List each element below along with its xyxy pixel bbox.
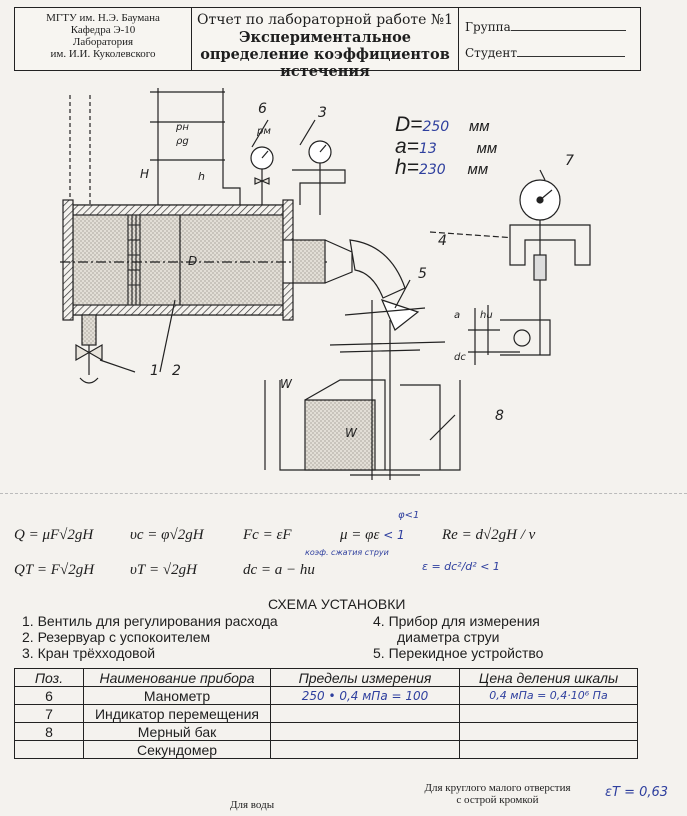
formula-qt: QТ = F√2gH bbox=[14, 562, 95, 578]
report-title: Отчет по лабораторной работе №1 bbox=[196, 12, 454, 28]
student-block bbox=[459, 8, 640, 70]
work-title: Экспериментальное определение коэффициентов истечения bbox=[200, 29, 450, 80]
col-limits: Пределы измерения bbox=[271, 669, 460, 687]
scheme-items-right bbox=[373, 613, 543, 661]
org-line: им. И.И. Куколевского bbox=[50, 48, 156, 60]
label-pn: pн bbox=[176, 122, 189, 133]
scheme-item: диаметра струи bbox=[397, 629, 500, 645]
cell-pos: 6 bbox=[15, 687, 84, 705]
cell-division[interactable] bbox=[460, 723, 638, 741]
cell-name: Манометр bbox=[84, 687, 271, 705]
scheme-item: 2. Резервуар с успокоителем bbox=[22, 629, 211, 645]
eps-t-value: εТ = 0,63 bbox=[605, 785, 669, 800]
orifice-note bbox=[410, 782, 585, 806]
water-note: Для воды bbox=[230, 799, 275, 811]
callout-6: 6 bbox=[258, 101, 267, 117]
title-block bbox=[14, 7, 641, 80]
label-dc: dc bbox=[454, 352, 466, 363]
param-h-label: h= bbox=[395, 156, 419, 179]
callout-2: 2 bbox=[172, 363, 181, 379]
formula-fc: Fс = εF bbox=[243, 527, 292, 543]
scheme-item: 3. Кран трёхходовой bbox=[22, 645, 156, 661]
instrument-table bbox=[14, 668, 638, 759]
label-D: D bbox=[188, 254, 198, 268]
formula-vc: υс = φ√2gH bbox=[130, 527, 204, 543]
student-field[interactable] bbox=[517, 44, 625, 57]
label-a: a bbox=[454, 310, 461, 321]
param-h-value: 230 bbox=[418, 162, 446, 178]
cell-division[interactable] bbox=[460, 741, 638, 759]
param-h bbox=[395, 156, 488, 180]
orifice-line-2: с острой кромкой bbox=[456, 794, 539, 806]
callout-3: 3 bbox=[318, 105, 327, 121]
param-D bbox=[395, 113, 490, 137]
page-fold bbox=[0, 493, 687, 494]
param-a-label: a= bbox=[395, 135, 419, 158]
col-division: Цена деления шкалы bbox=[460, 669, 638, 687]
formula-re: Re = d√2gH / ν bbox=[442, 527, 536, 543]
cell-limits[interactable] bbox=[271, 705, 460, 723]
org-line: МГТУ им. Н.Э. Баумана bbox=[46, 12, 160, 24]
callout-1: 1 bbox=[150, 363, 159, 379]
param-a-value: 13 bbox=[418, 141, 437, 157]
callout-5: 5 bbox=[418, 266, 427, 282]
label-hu: hu bbox=[480, 310, 493, 321]
installation-diagram bbox=[0, 75, 687, 495]
dc-note: коэф. сжатия струи bbox=[305, 548, 389, 557]
formula-mu-note: < 1 bbox=[379, 528, 405, 542]
cell-name: Мерный бак bbox=[84, 723, 271, 741]
callout-7: 7 bbox=[565, 153, 574, 169]
label-pm: pм bbox=[257, 126, 271, 137]
group-label: Группа bbox=[465, 20, 511, 34]
label-pg: ρg bbox=[176, 136, 189, 147]
eps-note: ε = dс²/d² < 1 bbox=[422, 560, 500, 573]
cell-division[interactable]: 0,4 мПа = 0,4·10⁶ Па bbox=[460, 687, 638, 705]
scheme-item: 4. Прибор для измерения bbox=[373, 613, 540, 629]
phi-note: φ<1 bbox=[398, 510, 420, 521]
cell-limits[interactable] bbox=[271, 723, 460, 741]
col-pos: Поз. bbox=[15, 669, 84, 687]
table-header-row bbox=[15, 669, 638, 687]
formula-mu-text: μ = φε bbox=[340, 527, 380, 543]
scheme-item: 5. Перекидное устройство bbox=[373, 645, 544, 661]
param-D-unit: мм bbox=[469, 118, 490, 135]
table-row bbox=[15, 687, 638, 705]
label-W-tank: W bbox=[345, 426, 357, 440]
orifice-line-1: Для круглого малого отверстия bbox=[424, 782, 571, 794]
table-row bbox=[15, 723, 638, 741]
cell-limits[interactable] bbox=[271, 741, 460, 759]
cell-name: Индикатор перемещения bbox=[84, 705, 271, 723]
param-D-label: D= bbox=[395, 113, 423, 136]
org-line: Кафедра Э-10 bbox=[70, 24, 136, 36]
formula-dc: dс = a − hи bbox=[243, 562, 315, 578]
label-h: h bbox=[198, 170, 205, 183]
cell-division[interactable] bbox=[460, 705, 638, 723]
formula-vt: υТ = √2gH bbox=[130, 562, 197, 578]
cell-pos bbox=[15, 741, 84, 759]
param-a-unit: мм bbox=[476, 140, 498, 157]
cell-pos: 8 bbox=[15, 723, 84, 741]
student-label: Студент bbox=[465, 46, 518, 60]
col-name: Наименование прибора bbox=[84, 669, 271, 687]
group-field[interactable] bbox=[511, 18, 626, 31]
scheme-title: СХЕМА УСТАНОВКИ bbox=[268, 596, 406, 612]
cell-limits[interactable]: 250 • 0,4 мПа = 100 bbox=[271, 687, 460, 705]
cell-name: Секундомер bbox=[84, 741, 271, 759]
callout-4: 4 bbox=[438, 233, 447, 249]
callout-8: 8 bbox=[495, 408, 504, 424]
org-line: Лаборатория bbox=[72, 36, 134, 48]
scheme-item: 1. Вентиль для регулирования расхода bbox=[22, 613, 278, 629]
param-D-value: 250 bbox=[422, 119, 450, 135]
table-row bbox=[15, 705, 638, 723]
param-h-unit: мм bbox=[467, 161, 489, 178]
scheme-items-left bbox=[22, 613, 278, 661]
label-H: H bbox=[140, 167, 150, 181]
label-W-left: W bbox=[280, 377, 292, 391]
table-row bbox=[15, 741, 638, 759]
report-title-block bbox=[192, 8, 459, 80]
cell-pos: 7 bbox=[15, 705, 84, 723]
formula-q: Q = μF√2gH bbox=[14, 527, 94, 543]
formula-mu bbox=[340, 527, 405, 544]
organization-block bbox=[15, 8, 192, 70]
